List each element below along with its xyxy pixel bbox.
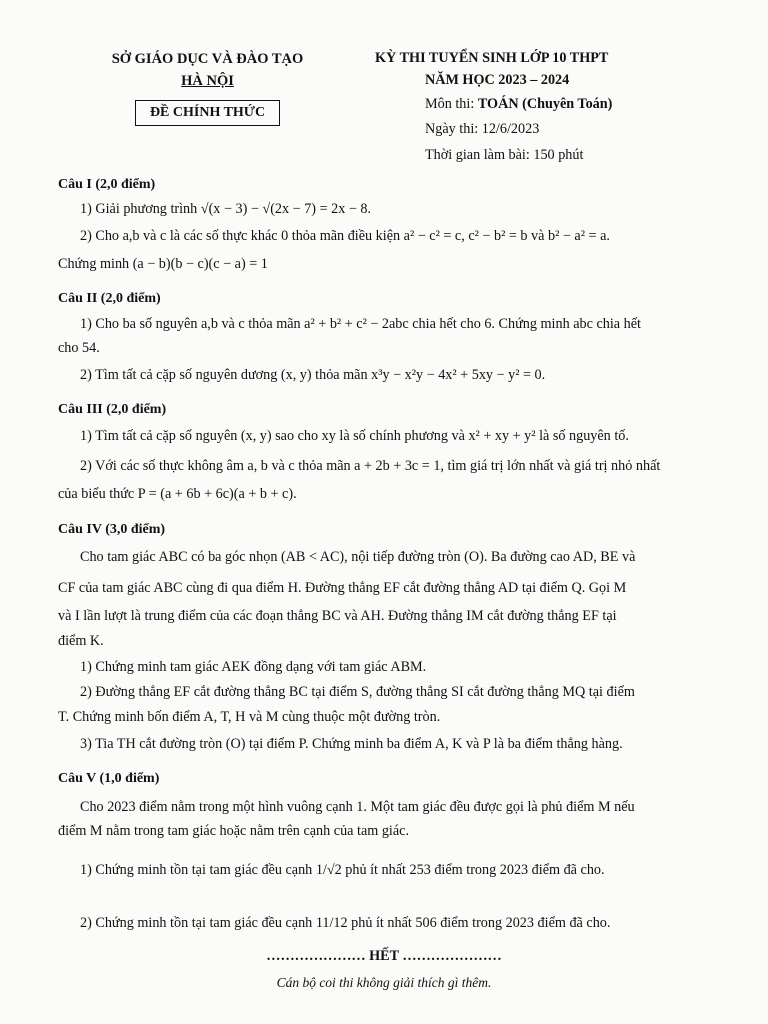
question-4-title: Câu IV (3,0 điểm) — [58, 522, 166, 537]
question-4-line: 1) Chứng minh tam giác AEK đồng dạng với tam giác ABM. — [80, 659, 427, 675]
question-5-line: 2) Chứng minh tồn tại tam giác đều cạnh 11/12 phủ ít nhất 506 điểm trong 2023 điểm đã cho. — [80, 915, 611, 931]
question-2-line: 1) Cho ba số nguyên a,b và c thỏa mãn a² + b² + c² − 2abc chia hết cho 6. Chứng minh abc chia hết — [80, 316, 641, 332]
question-5-line: Cho 2023 điểm nằm trong một hình vuông cạnh 1. Một tam giác đều được gọi là phủ điểm M nếu — [80, 799, 635, 815]
question-4-line: điểm K. — [58, 633, 104, 649]
exam-date: Ngày thi: 12/6/2023 — [425, 121, 540, 138]
question-3-line: 2) Với các số thực không âm a, b và c thỏa mãn a + 2b + 3c = 1, tìm giá trị lớn nhất và giá trị nhỏ nhất — [80, 458, 661, 474]
question-5-line: điểm M nằm trong tam giác hoặc nằm trên cạnh của tam giác. — [58, 823, 410, 839]
exam-header — [375, 50, 735, 173]
department-header — [100, 50, 315, 126]
question-2-title: Câu II (2,0 điểm) — [58, 291, 161, 306]
question-5-line: 1) Chứng minh tồn tại tam giác đều cạnh 1/√2 phủ ít nhất 253 điểm trong 2023 điểm đã cho. — [80, 862, 605, 878]
question-4-line: CF của tam giác ABC cùng đi qua điểm H. Đường thẳng EF cắt đường thẳng AD tại điểm Q. Gọi M — [58, 580, 627, 596]
question-4-line: 2) Đường thẳng EF cắt đường thẳng BC tại điểm S, đường thẳng SI cắt đường thẳng MQ tại điểm — [80, 684, 635, 700]
end-mark: ………………… HẾT ………………… — [266, 948, 502, 964]
question-2-line: cho 54. — [58, 340, 100, 356]
question-5-title: Câu V (1,0 điểm) — [58, 771, 160, 786]
exam-title: KỲ THI TUYỂN SINH LỚP 10 THPT — [375, 50, 609, 66]
question-4-line: T. Chứng minh bốn điểm A, T, H và M cùng thuộc một đường tròn. — [58, 709, 441, 725]
question-2-line: 2) Tìm tất cả cặp số nguyên dương (x, y) thỏa mãn x³y − x²y − 4x² + 5xy − y² = 0. — [80, 367, 546, 383]
exam-duration: Thời gian làm bài: 150 phút — [425, 147, 584, 163]
question-1-title: Câu I (2,0 điểm) — [58, 177, 156, 192]
question-1-line: 1) Giải phương trình √(x − 3) − √(2x − 7) = 2x − 8. — [80, 201, 372, 217]
question-3-title: Câu III (2,0 điểm) — [58, 402, 167, 417]
department-name: SỞ GIÁO DỤC VÀ ĐÀO TẠO — [111, 51, 304, 67]
question-4-line: Cho tam giác ABC có ba góc nhọn (AB < AC), nội tiếp đường tròn (O). Ba đường cao AD, BE và — [80, 549, 636, 565]
question-3-line: 1) Tìm tất cả cặp số nguyên (x, y) sao cho xy là số chính phương và x² + xy + y² là số nguyên tố. — [80, 428, 629, 444]
department-city: HÀ NỘI — [181, 73, 234, 90]
question-4-line: 3) Tia TH cắt đường tròn (O) tại điểm P. Chứng minh ba điểm A, K và P là ba điểm thẳng hàng. — [80, 736, 623, 752]
question-4-line: và I lần lượt là trung điểm của các đoạn thẳng BC và AH. Đường thẳng IM cắt đường thẳng EF tại — [58, 608, 617, 624]
school-year: NĂM HỌC 2023 – 2024 — [425, 71, 570, 88]
question-1-line: 2) Cho a,b và c là các số thực khác 0 thỏa mãn điều kiện a² − c² = c, c² − b² = b và b² − a² = a. — [80, 228, 610, 244]
proctor-note: Cán bộ coi thi không giải thích gì thêm. — [276, 975, 492, 990]
subject-line — [425, 96, 735, 114]
subject-label: Môn thi: — [425, 95, 478, 112]
question-3-line: của biểu thức P = (a + 6b + 6c)(a + b + c). — [58, 486, 297, 502]
subject-value: TOÁN (Chuyên Toán) — [477, 95, 613, 112]
question-1-line: Chứng minh (a − b)(b − c)(c − a) = 1 — [58, 256, 268, 272]
official-stamp: ĐỀ CHÍNH THỨC — [135, 100, 280, 126]
